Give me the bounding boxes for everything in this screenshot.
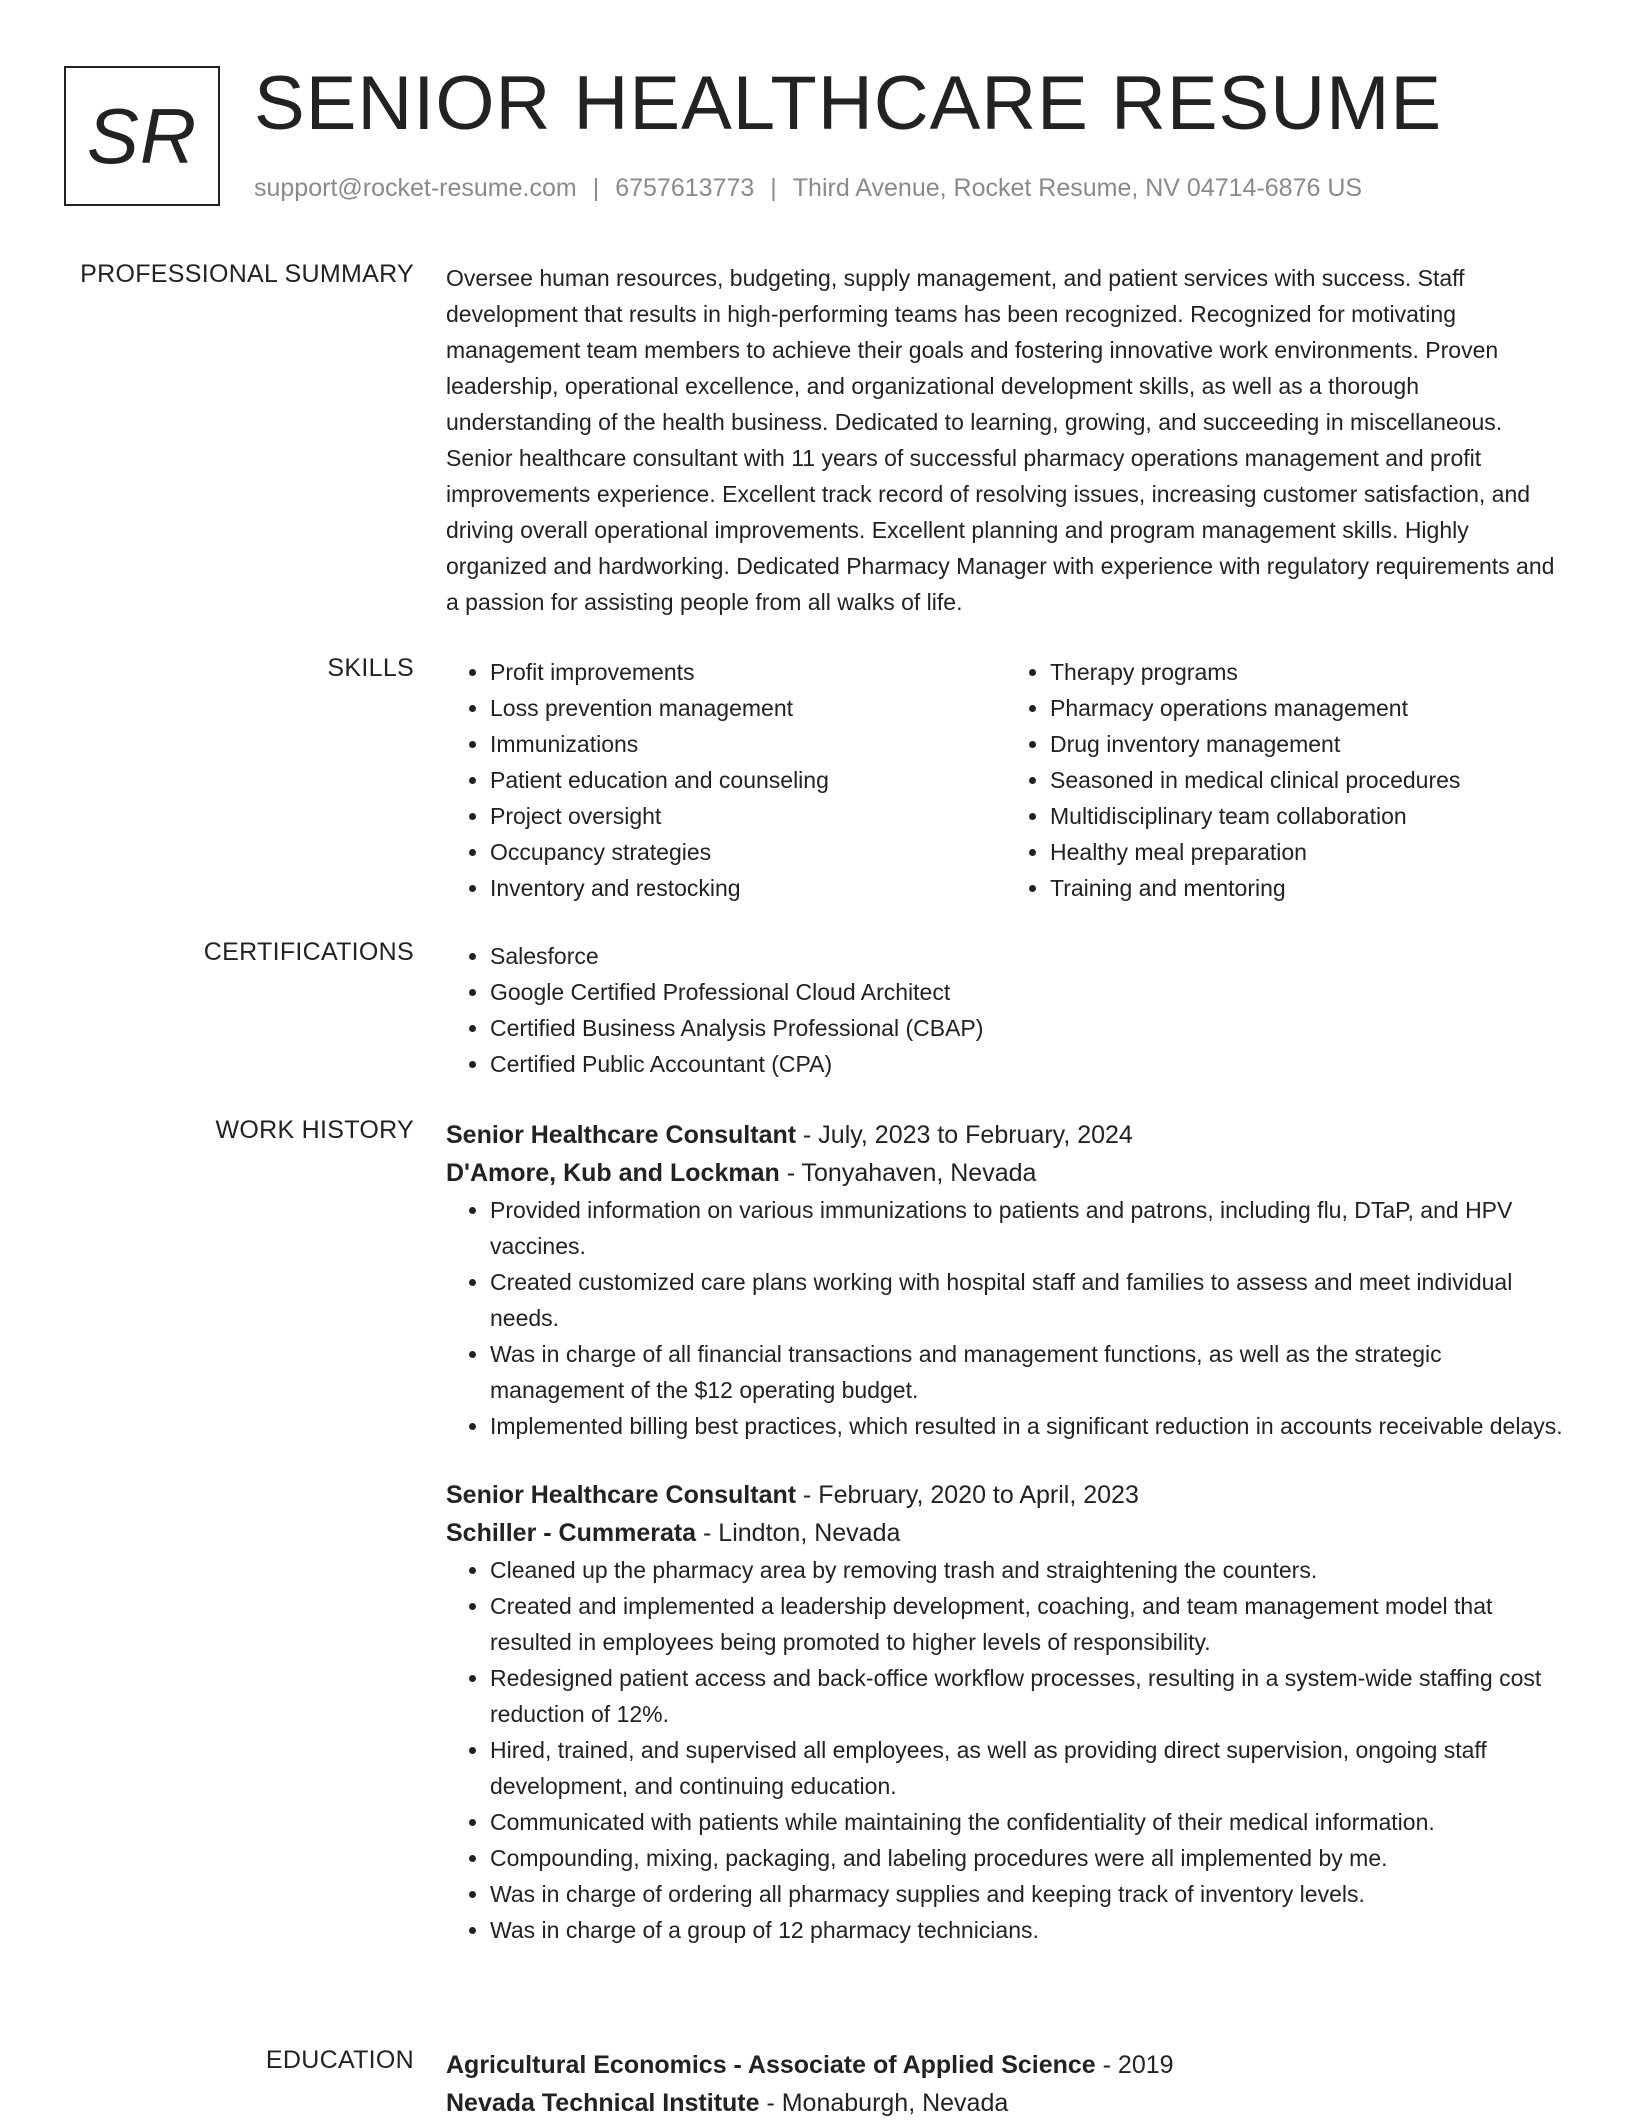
job-company: D'Amore, Kub and Lockman: [446, 1159, 780, 1187]
certifications-list: [446, 938, 1566, 1082]
job-duty: • Was in charge of all financial transactions and management functions, as well as the strategic management of the $12 operating budget.: [490, 1336, 1566, 1408]
education-degree-line: [446, 2046, 1566, 2084]
contact-email[interactable]: support@rocket-resume.com: [254, 174, 577, 202]
job-duty: • Redesigned patient access and back-office workflow processes, resulting in a system-wide staffing cost reduction of 12%.: [490, 1660, 1566, 1732]
skills-heading: SKILLS: [327, 654, 414, 682]
job-title-line: [446, 1116, 1566, 1154]
skill-item: • Multidisciplinary team collaboration: [1050, 798, 1566, 834]
skill-item: • Patient education and counseling: [490, 762, 1006, 798]
job-dates: - February, 2020 to April, 2023: [796, 1481, 1139, 1509]
education-heading: EDUCATION: [265, 2046, 414, 2074]
job-duty: • Implemented billing best practices, which resulted in a significant reduction in accounts receivable delays.: [490, 1408, 1566, 1444]
job-duty: • Communicated with patients while maintaining the confidentiality of their medical information.: [490, 1804, 1566, 1840]
job-title: Senior Healthcare Consultant: [446, 1121, 797, 1149]
job-dates: - July, 2023 to February, 2024: [796, 1121, 1133, 1149]
job-duty: • Created and implemented a leadership development, coaching, and team management model that resulted in employees being promoted to higher levels of responsibility.: [490, 1588, 1566, 1660]
skill-item: • Profit improvements: [490, 654, 1006, 690]
skill-item: • Occupancy strategies: [490, 834, 1006, 870]
skill-item: • Inventory and restocking: [490, 870, 1006, 906]
certification-item: • Salesforce: [490, 938, 1566, 974]
monogram-initials: SR: [86, 91, 198, 180]
skill-item: • Therapy programs: [1050, 654, 1566, 690]
monogram-box: [64, 66, 220, 206]
job-entry: [446, 1476, 1566, 1948]
skill-item: • Seasoned in medical clinical procedures: [1050, 762, 1566, 798]
skills-list-right: [1006, 654, 1566, 906]
education-school: Nevada Technical Institute: [446, 2089, 760, 2117]
contact-separator: |: [770, 174, 777, 202]
job-title: Senior Healthcare Consultant: [446, 1481, 797, 1509]
skill-item: • Project oversight: [490, 798, 1006, 834]
job-entry: [446, 1116, 1566, 1444]
skill-item: • Healthy meal preparation: [1050, 834, 1566, 870]
contact-phone[interactable]: 6757613773: [615, 174, 755, 202]
skill-item: • Drug inventory management: [1050, 726, 1566, 762]
certifications-heading: CERTIFICATIONS: [203, 938, 414, 966]
resume-title: SENIOR HEALTHCARE RESUME: [254, 61, 1443, 146]
summary-heading: PROFESSIONAL SUMMARY: [80, 260, 414, 288]
skills-columns: [446, 654, 1566, 906]
job-duties-list: [446, 1552, 1566, 1948]
job-duty: • Cleaned up the pharmacy area by removing trash and straightening the counters.: [490, 1552, 1566, 1588]
job-company: Schiller - Cummerata: [446, 1519, 697, 1547]
certification-item: • Certified Business Analysis Professional (CBAP): [490, 1010, 1566, 1046]
education-school-line: [446, 2084, 1566, 2122]
job-company-line: [446, 1514, 1566, 1552]
certification-item: • Google Certified Professional Cloud Architect: [490, 974, 1566, 1010]
contact-separator: |: [592, 174, 600, 202]
skill-item: • Loss prevention management: [490, 690, 1006, 726]
education-location: - Monaburgh, Nevada: [759, 2089, 1009, 2117]
job-location: - Tonyahaven, Nevada: [779, 1159, 1037, 1187]
job-location: - Lindton, Nevada: [696, 1519, 901, 1547]
summary-text: Oversee human resources, budgeting, supply management, and patient services with success. Staff development that results in high-performing teams has been recognized. Recognized for motivating management team members to achieve their goals and fostering innovative work environments. Proven leadership, operational excellence, and organizational development skills, as well as a thorough understanding of the health business. Dedicated to learning, growing, and succeeding in miscellaneous. Senior healthcare consultant with 11 years of successful pharmacy operations management and profit improvements experience. Excellent track record of resolving issues, increasing customer satisfaction, and driving overall operational improvements. Excellent planning and program management skills. Highly organized and hardworking. Dedicated Pharmacy Manager with experience with regulatory requirements and a passion for assisting people from all walks of life.: [446, 265, 1555, 615]
job-company-line: [446, 1154, 1566, 1192]
education-degree: Agricultural Economics - Associate of Applied Science: [446, 2051, 1096, 2079]
skills-list-left: [446, 654, 1006, 906]
skill-item: • Pharmacy operations management: [1050, 690, 1566, 726]
job-duty: • Hired, trained, and supervised all employees, as well as providing direct supervision, ongoing staff development, and continuing education.: [490, 1732, 1566, 1804]
job-duty: • Was in charge of a group of 12 pharmacy technicians.: [490, 1912, 1566, 1948]
job-duty: • Provided information on various immunizations to patients and patrons, including flu, DTaP, and HPV vaccines.: [490, 1192, 1566, 1264]
skill-item: • Training and mentoring: [1050, 870, 1566, 906]
certification-item: • Certified Public Accountant (CPA): [490, 1046, 1566, 1082]
education-year: - 2019: [1095, 2051, 1174, 2079]
contact-line: [254, 174, 1362, 203]
skill-item: • Immunizations: [490, 726, 1006, 762]
contact-address: Third Avenue, Rocket Resume, NV 04714-6876 US: [792, 174, 1363, 202]
work-history-heading: WORK HISTORY: [215, 1116, 414, 1144]
job-duties-list: [446, 1192, 1566, 1444]
job-duty: • Was in charge of ordering all pharmacy supplies and keeping track of inventory levels.: [490, 1876, 1566, 1912]
job-title-line: [446, 1476, 1566, 1514]
job-duty: • Created customized care plans working with hospital staff and families to assess and meet individual needs.: [490, 1264, 1566, 1336]
job-duty: • Compounding, mixing, packaging, and labeling procedures were all implemented by me.: [490, 1840, 1566, 1876]
